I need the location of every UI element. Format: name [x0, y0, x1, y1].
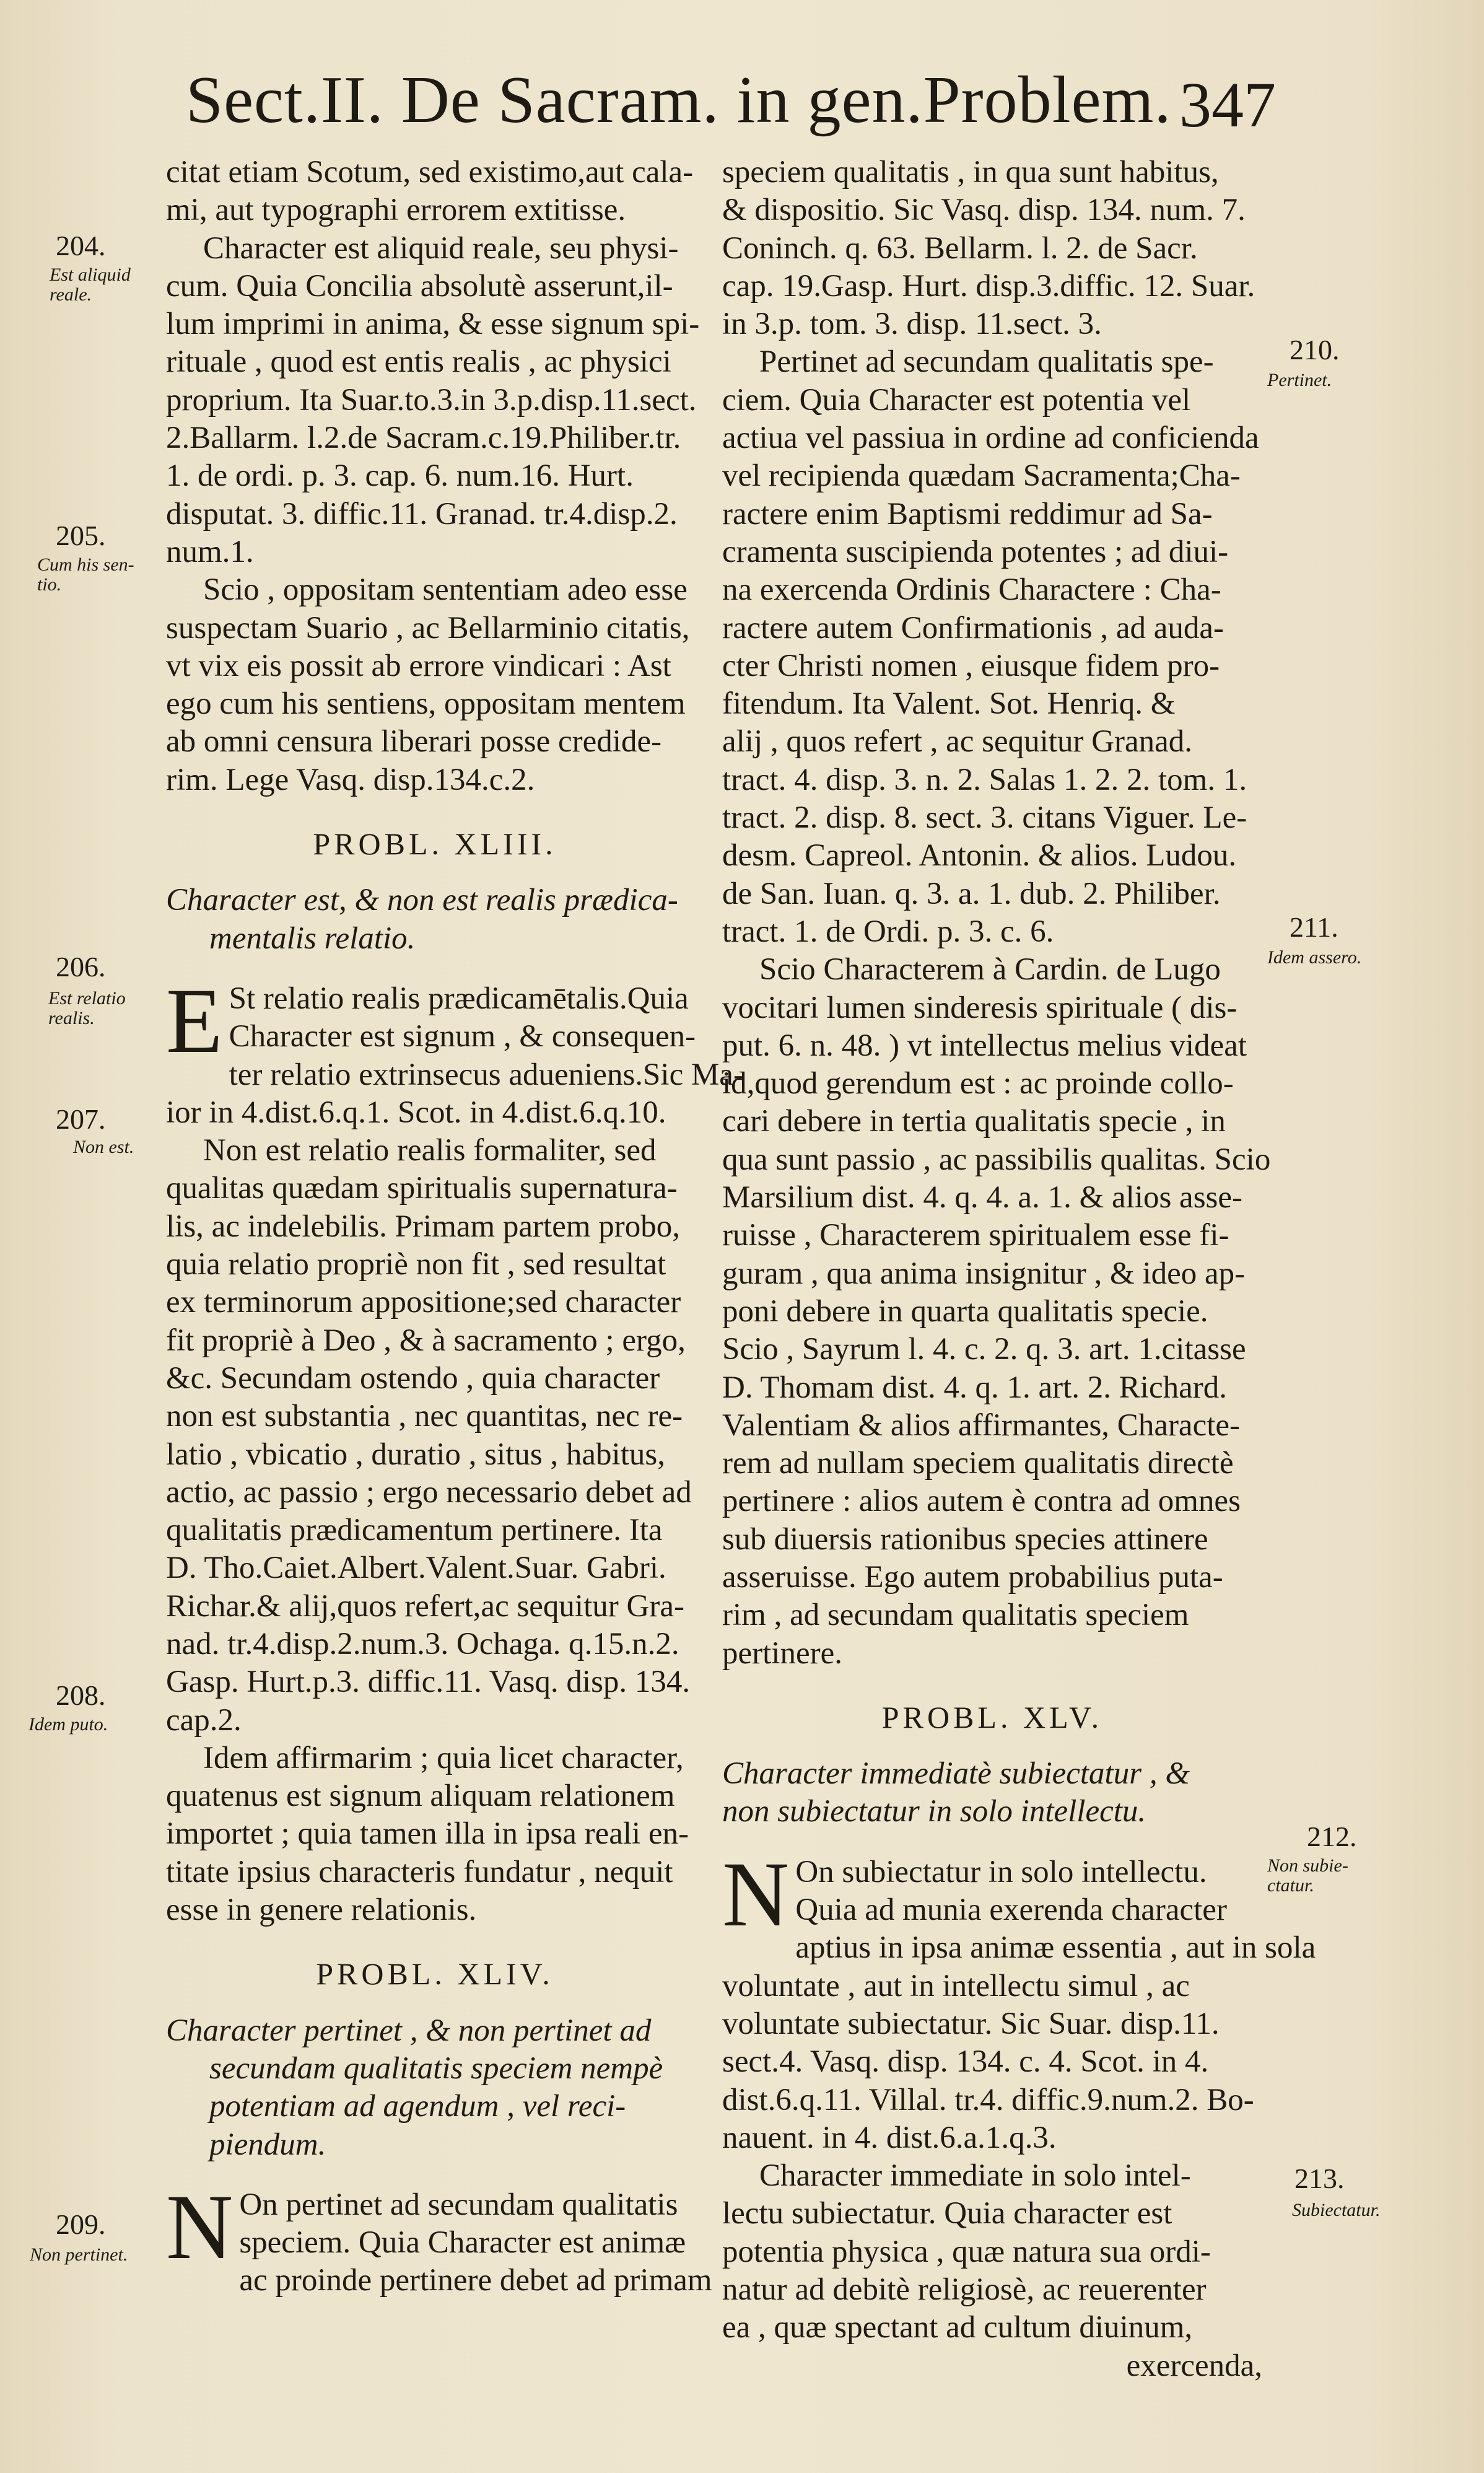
margin-number: 207. — [56, 1103, 106, 1135]
text-line: Coninch. q. 63. Bellarm. l. 2. de Sacr. — [722, 230, 1198, 266]
text-line: natur ad debitè religiosè, ac reuerenter — [722, 2272, 1207, 2308]
paragraph-205 — [166, 571, 704, 799]
margin-note: Cum his sen-tio. — [37, 554, 134, 595]
paragraph — [722, 154, 1262, 343]
text-line: dist.6.q.11. Villal. tr.4. diffic.9.num.2. Bo- — [722, 2082, 1254, 2117]
text-line: ac proinde pertinere debet ad primam — [239, 2263, 712, 2298]
text-line: D. Thomam dist. 4. q. 1. art. 2. Richard. — [722, 1370, 1227, 1405]
text-line: fit propriè à Deo , & à sacramento ; ergo, — [166, 1323, 686, 1358]
paragraph-204 — [166, 230, 704, 572]
problem-title — [166, 2012, 704, 2164]
text-line: D. Tho.Caiet.Albert.Valent.Suar. Gabri. — [166, 1551, 666, 1586]
text-line: Scio , Sayrum l. 4. c. 2. q. 3. art. 1.citasse — [722, 1332, 1246, 1367]
text-line: cum. Quia Concilia absolutè asserunt,il- — [166, 268, 673, 304]
text-line: tract. 4. disp. 3. n. 2. Salas 1. 2. 2. tom. 1. — [722, 762, 1247, 797]
left-column — [166, 154, 744, 2300]
text-line: Valentiam & alios affirmantes, Characte- — [722, 1407, 1240, 1443]
text-line: ter relatio extrinsecus adueniens.Sic Ma- — [229, 1057, 744, 1092]
text-line: potentiam ad agendum , vel reci- — [209, 2089, 626, 2124]
problem-title — [166, 882, 704, 958]
text-line: in 3.p. tom. 3. disp. 11.sect. 3. — [722, 307, 1102, 342]
text-line: Marsilium dist. 4. q. 4. a. 1. & alios asse- — [722, 1180, 1243, 1215]
text-line: lum imprimi in anima, & esse signum spi- — [166, 307, 700, 342]
margin-number: 212. — [1307, 1821, 1357, 1852]
text-line: cter Christi nomen , eiusque fidem pro- — [722, 648, 1220, 683]
text-line: ior in 4.dist.6.q.1. Scot. in 4.dist.6.q.10. — [166, 1095, 666, 1130]
text-line: actio, ac passio ; ergo necessario debet ad — [166, 1474, 692, 1510]
running-header — [186, 62, 1276, 149]
text-line: exercenda, — [1126, 2348, 1262, 2383]
text-line: Character immediatè subiectatur , & — [722, 1756, 1190, 1792]
text-line: ex terminorum appositione;sed character — [166, 1285, 681, 1320]
margin-note: Non pertinet. — [30, 2244, 128, 2265]
text-line: esse in genere relationis. — [166, 1893, 477, 1928]
text-line: vocitari lumen sinderesis spirituale ( dis- — [722, 990, 1237, 1025]
text-line: Scio , oppositam sententiam adeo esse — [203, 572, 687, 608]
text-line: desm. Capreol. Antonin. & alios. Ludou. — [722, 838, 1237, 873]
text-line: speciem qualitatis , in qua sunt habitus, — [722, 155, 1219, 190]
text-line: On pertinet ad secundam qualitatis — [239, 2187, 678, 2222]
text-line: St relatio realis prædicamētalis.Quia — [229, 981, 689, 1016]
text-line: titate ipsius characteris fundatur , nequit — [166, 1854, 673, 1889]
margin-number: 210. — [1290, 334, 1340, 365]
text-line: rim , ad secundam qualitatis speciem — [722, 1598, 1189, 1633]
margin-number: 213. — [1294, 2163, 1345, 2194]
text-line: sect.4. Vasq. disp. 134. c. 4. Scot. in 4. — [722, 2044, 1209, 2080]
text-line: Pertinet ad secundam qualitatis spe- — [759, 344, 1214, 380]
text-line: ab omni censura liberari posse credide- — [166, 724, 662, 759]
paragraph-208 — [166, 1740, 704, 1929]
text-line: quatenus est signum aliquam relationem — [166, 1779, 675, 1814]
text-line: Character est aliquid reale, seu physi- — [203, 230, 679, 266]
text-line: vel recipienda quædam Sacramenta;Cha- — [722, 458, 1241, 494]
text-line: fitendum. Ita Valent. Sot. Henriq. & — [722, 686, 1176, 722]
header-title: Sect.II. De Sacram. in gen.Problem. — [186, 63, 1172, 137]
margin-note: Est relatio realis. — [48, 988, 126, 1028]
text-line: Gasp. Hurt.p.3. diffic.11. Vasq. disp. 134. — [166, 1665, 691, 1700]
margin-note: Idem puto. — [28, 1714, 108, 1735]
margin-number: 211. — [1290, 911, 1338, 943]
text-line: non subiectatur in solo intellectu. — [722, 1794, 1146, 1829]
problem-heading: PROBL. XLIV. — [316, 1956, 554, 1992]
text-line: mi, aut typographi errorem extitisse. — [166, 193, 626, 228]
text-line: voluntate , aut in intellectu simul , ac — [722, 1968, 1190, 2003]
problem-heading: PROBL. XLIII. — [313, 826, 557, 862]
text-line: tract. 1. de Ordi. p. 3. c. 6. — [722, 914, 1054, 949]
text-line: lis, ac indelebilis. Primam partem probo, — [166, 1209, 680, 1244]
text-line: importet ; quia tamen illa in ipsa reali en- — [166, 1816, 689, 1852]
text-line: ruisse , Characterem spiritualem esse fi- — [722, 1218, 1229, 1253]
text-line: qualitatis prædicamentum pertinere. Ita — [166, 1513, 663, 1548]
margin-note: Est aliquid reale. — [50, 265, 131, 305]
text-line: Quia ad munia exerenda character — [795, 1893, 1227, 1928]
text-line: tract. 2. disp. 8. sect. 3. citans Viguer. Le- — [722, 800, 1247, 836]
text-line: &c. Secundam ostendo , quia character — [166, 1360, 660, 1396]
drop-cap: N — [166, 2175, 234, 2278]
paragraph-209 — [166, 2175, 712, 2300]
text-line: Non est relatio realis formaliter, sed — [203, 1133, 657, 1168]
text-line: ego cum his sentiens, oppositam mentem — [166, 686, 686, 722]
text-line: ractere autem Confirmationis , ad auda- — [722, 610, 1224, 646]
paragraph-213 — [722, 2157, 1262, 2385]
text-line: aptius in ipsa animæ essentia , aut in sola — [795, 1930, 1316, 1966]
text-line: proprium. Ita Suar.to.3.in 3.p.disp.11.sect. — [166, 382, 697, 418]
text-line: qualitas quædam spiritualis supernatura- — [166, 1171, 678, 1206]
text-line: rim. Lege Vasq. disp.134.c.2. — [166, 762, 535, 797]
text-line: id,quod gerendum est : ac proinde collo- — [722, 1066, 1234, 1101]
text-line: & dispositio. Sic Vasq. disp. 134. num. 7. — [722, 193, 1246, 228]
margin-note: Subiectatur. — [1292, 2200, 1381, 2220]
text-line: Idem affirmarim ; quia licet character, — [203, 1740, 684, 1775]
text-line: lectu subiectatur. Quia character est — [722, 2196, 1172, 2231]
text-line: non est substantia , nec quantitas, nec re- — [166, 1399, 683, 1434]
margin-number: 204. — [56, 230, 106, 261]
text-line: na exercenda Ordinis Charactere : Cha- — [722, 572, 1221, 608]
text-line: sub diuersis rationibus species attinere — [722, 1521, 1208, 1557]
margin-number: 209. — [56, 2208, 106, 2240]
text-line: Character pertinet , & non pertinet ad — [166, 2013, 652, 2048]
margin-note: Non est. — [73, 1137, 134, 1157]
paragraph-207 — [166, 1132, 704, 1740]
text-line: ea , quæ spectant ad cultum diuinum, — [722, 2310, 1193, 2345]
text-line: Character immediate in solo intel- — [759, 2158, 1191, 2194]
text-line: 1. de ordi. p. 3. cap. 6. num.16. Hurt. — [166, 458, 634, 494]
text-line: cramenta suscipienda potentes ; ad diui- — [722, 534, 1229, 569]
problem-title — [722, 1755, 1262, 1831]
paragraph-210 — [722, 343, 1262, 951]
text-line: potentia physica , quæ natura sua ordi- — [722, 2234, 1211, 2269]
text-line: de San. Iuan. q. 3. a. 1. dub. 2. Philiber. — [722, 876, 1221, 911]
text-line: 2.Ballarm. l.2.de Sacram.c.19.Philiber.tr. — [166, 421, 681, 456]
text-line: cap. 19.Gasp. Hurt. disp.3.diffic. 12. Suar. — [722, 268, 1255, 304]
paragraph-211 — [722, 951, 1271, 1673]
page-number: 347 — [1179, 69, 1276, 141]
text-line: rituale , quod est entis realis , ac physici — [166, 344, 671, 380]
margin-number: 206. — [56, 951, 106, 983]
text-line: Character est, & non est realis prædica- — [166, 883, 678, 918]
drop-cap: E — [166, 969, 223, 1072]
text-line: alij , quos refert , ac sequitur Granad. — [722, 724, 1193, 759]
text-line: asseruisse. Ego autem probabilius puta- — [722, 1559, 1223, 1595]
text-line: guram , qua anima insignitur , & ideo ap- — [722, 1256, 1246, 1291]
text-line: quia relatio propriè non fit , sed resultat — [166, 1247, 666, 1282]
text-line: num.1. — [166, 534, 254, 569]
text-line: vt vix eis possit ab errore vindicari : Ast — [166, 648, 671, 683]
text-line: rem ad nullam speciem qualitatis directè — [722, 1446, 1234, 1481]
text-line: actiua vel passiua in ordine ad conficienda — [722, 421, 1259, 456]
text-line: ractere enim Baptismi reddimur ad Sa- — [722, 496, 1213, 532]
margin-number: 205. — [56, 520, 106, 551]
text-line: speciem. Quia Character est animæ — [239, 2225, 686, 2261]
text-line: suspectam Suario , ac Bellarminio citatis, — [166, 610, 690, 646]
text-line: pertinere. — [722, 1635, 842, 1671]
text-line: piendum. — [209, 2127, 326, 2162]
text-line: pertinere : alios autem è contra ad omnes — [722, 1484, 1241, 1519]
text-line: On subiectatur in solo intellectu. — [795, 1854, 1207, 1889]
text-line: Character est signum , & consequen- — [229, 1019, 696, 1054]
problem-heading: PROBL. XLV. — [881, 1699, 1103, 1735]
text-line: nad. tr.4.disp.2.num.3. Ochaga. q.15.n.2. — [166, 1626, 679, 1661]
text-line: Richar.& alij,quos refert,ac sequitur Gra- — [166, 1588, 684, 1624]
text-line: Scio Characterem à Cardin. de Lugo — [759, 952, 1221, 987]
text-line: qua sunt passio , ac passibilis qualitas. Scio — [722, 1142, 1271, 1177]
drop-cap: N — [722, 1842, 790, 1946]
text-line: voluntate subiectatur. Sic Suar. disp.11. — [722, 2006, 1220, 2041]
margin-number: 208. — [56, 1679, 106, 1711]
paragraph-212 — [722, 1842, 1316, 2157]
text-line: mentalis relatio. — [209, 921, 416, 956]
text-line: disputat. 3. diffic.11. Granad. tr.4.disp.2. — [166, 496, 678, 532]
text-line: secundam qualitatis speciem nempè — [209, 2051, 663, 2086]
text-line: nauent. in 4. dist.6.a.1.q.3. — [722, 2120, 1057, 2155]
text-line: poni debere in quarta qualitatis specie. — [722, 1293, 1208, 1329]
margin-note: Pertinet. — [1267, 370, 1332, 390]
paragraph — [166, 154, 704, 230]
text-line: cari debere in tertia qualitatis specie , in — [722, 1104, 1226, 1139]
text-line: latio , vbicatio , duratio , situs , habitus, — [166, 1437, 665, 1472]
margin-note: Non subie-ctatur. — [1267, 1855, 1348, 1896]
margin-note: Idem assero. — [1267, 947, 1362, 968]
text-line: cap.2. — [166, 1702, 242, 1738]
paragraph-206 — [166, 969, 744, 1132]
text-line: put. 6. n. 48. ) vt intellectus melius videat — [722, 1028, 1247, 1063]
text-line: citat etiam Scotum, sed existimo,aut cala- — [166, 155, 694, 190]
text-line: ciem. Quia Character est potentia vel — [722, 382, 1191, 418]
